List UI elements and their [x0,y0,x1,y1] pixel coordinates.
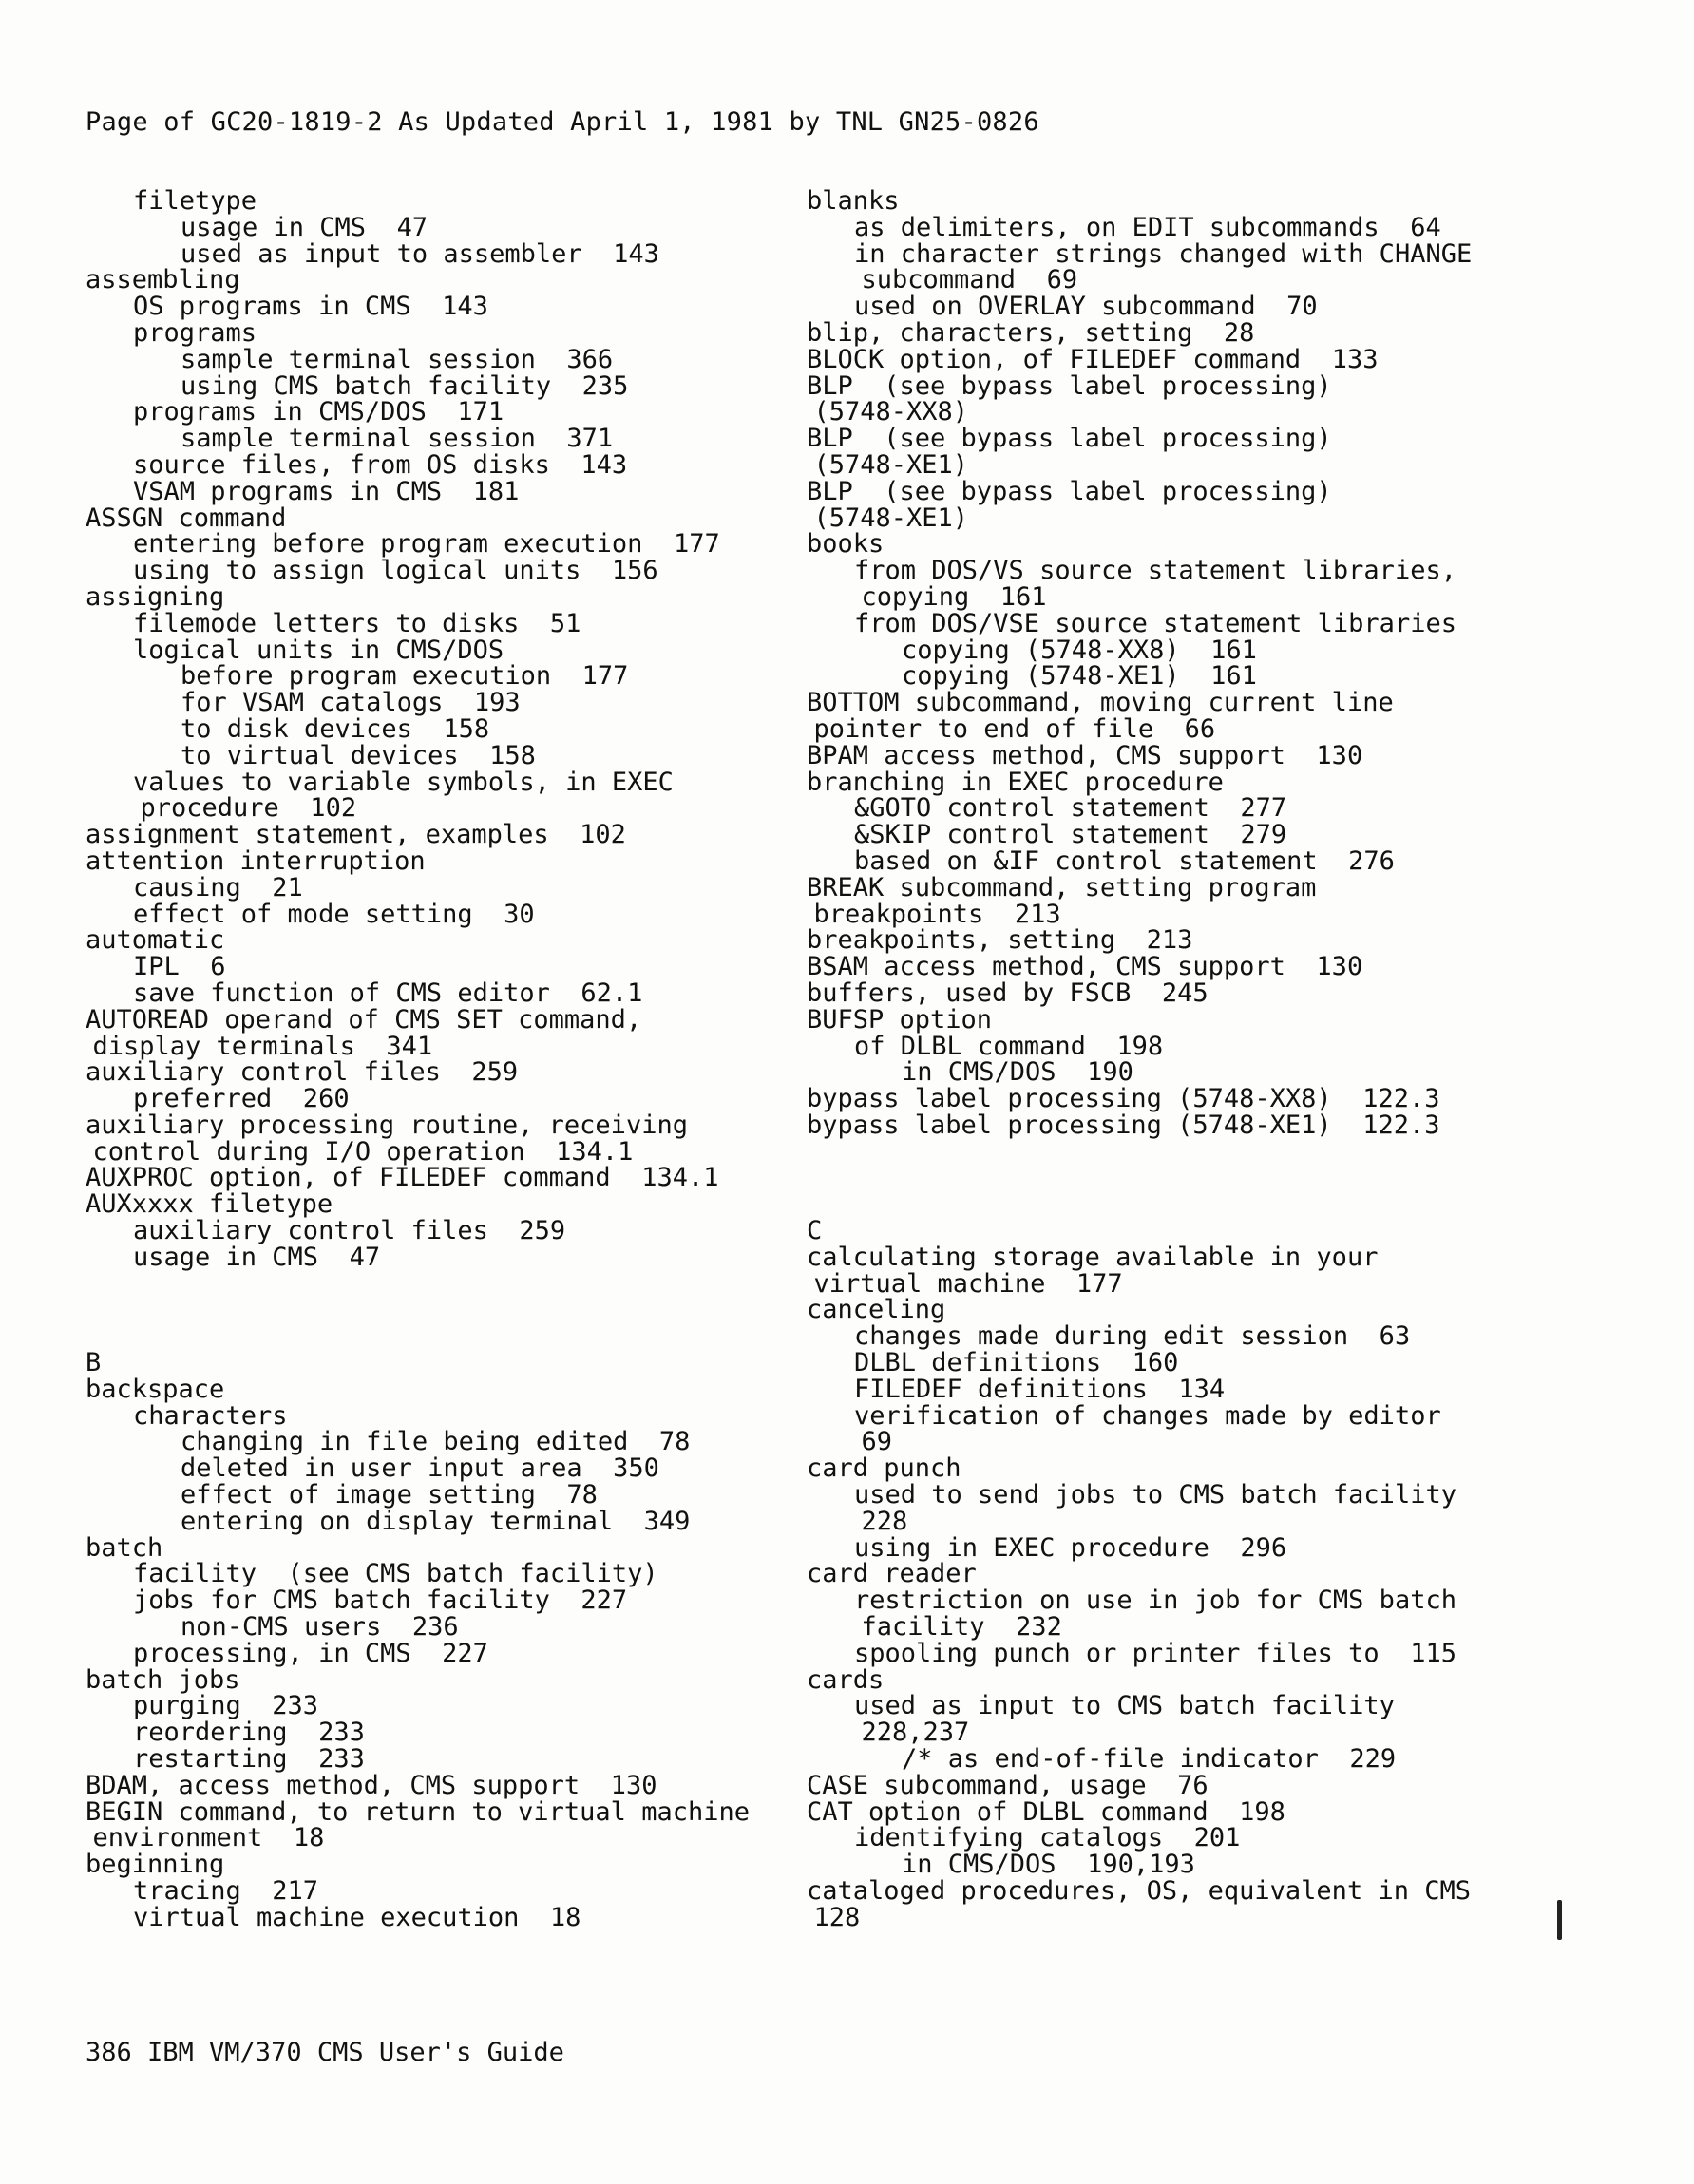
section-letter: C [807,1216,823,1246]
index-entry: CASE subcommand, usage 76 [807,1770,1209,1800]
index-entry: backspace [86,1374,225,1404]
index-subentry: source files, from OS disks 143 [133,449,628,480]
index-entry: BOTTOM subcommand, moving current line [807,688,1394,718]
index-subentry: causing 21 [133,872,303,902]
index-subentry: effect of mode setting 30 [133,899,535,929]
index-subentry: in CMS/DOS 190 [902,1057,1133,1088]
index-subentry: deleted in user input area 350 [181,1453,659,1484]
spacer [807,1139,1586,1166]
index-entry: breakpoints, setting 213 [807,925,1193,956]
index-subentry: &GOTO control statement 277 [854,793,1287,824]
index-entry: AUXxxxx filetype [86,1189,333,1220]
index-subentry: as delimiters, on EDIT subcommands 64 [854,212,1441,242]
index-entry: BDAM, access method, CMS support 130 [86,1770,657,1800]
index-subentry: reordering 233 [133,1718,365,1748]
index-subentry: 228,237 [861,1718,970,1748]
index-subentry: from DOS/VSE source statement libraries [854,608,1456,638]
index-subentry: changes made during edit session 63 [854,1321,1411,1352]
index-subentry: OS programs in CMS 143 [133,292,488,322]
index-subentry: effect of image setting 78 [181,1480,598,1510]
index-entry: control during I/O operation 134.1 [92,1136,634,1167]
index-subentry: 228 [861,1506,908,1536]
index-entry: buffers, used by FSCB 245 [807,978,1209,1008]
index-subentry: programs in CMS/DOS 171 [133,397,504,427]
index-entry: (5748-XE1) [813,449,969,480]
index-subentry: usage in CMS 47 [181,212,428,242]
index-entry: 128 [813,1902,861,1932]
index-subentry: characters [133,1400,288,1431]
index-entry: canceling [807,1295,946,1325]
section-letter: B [86,1348,102,1378]
index-subentry: programs [133,317,257,348]
index-entry: blanks [807,186,900,216]
index-entry: cataloged procedures, OS, equivalent in CMS [807,1876,1471,1906]
index-subentry: usage in CMS 47 [133,1242,381,1272]
index-entry: AUTOREAD operand of CMS SET command, [86,1004,642,1035]
index-subentry: used on OVERLAY subcommand 70 [854,292,1318,322]
index-entry: assignment statement, examples 102 [86,820,626,850]
index-subentry: processing, in CMS 227 [133,1638,488,1668]
index-entry: assigning [86,581,225,612]
revision-bar-mark [1557,1900,1562,1940]
index-subentry: facility (see CMS batch facility) [133,1559,658,1589]
index-subentry: non-CMS users 236 [181,1612,459,1643]
page-header: Page of GC20-1819-2 As Updated April 1, 1981 by TNL GN25-0826 [86,107,1039,137]
index-subentry: restriction on use in job for CMS batch [854,1586,1456,1616]
index-entry: auxiliary processing routine, receiving [86,1110,688,1140]
index-entry: BEGIN command, to return to virtual machine [86,1796,750,1827]
index-entry: assembling [86,265,240,295]
index-entry: ASSGN command [86,503,287,533]
index-subentry: using to assign logical units 156 [133,556,658,586]
index-subentry: &SKIP control statement 279 [854,820,1287,850]
index-subentry: logical units in CMS/DOS [133,635,504,665]
index-subentry: copying (5748-XX8) 161 [902,635,1257,665]
index-subentry: to disk devices 158 [181,713,490,744]
index-subentry: sample terminal session 371 [181,424,614,454]
index-entry: beginning [86,1850,225,1880]
index-subentry: auxiliary control files 259 [133,1216,566,1246]
index-subentry: in CMS/DOS 190,193 [902,1850,1195,1880]
index-subentry: save function of CMS editor 62.1 [133,978,643,1008]
spacer [86,1271,865,1298]
index-entry: batch jobs [86,1664,240,1695]
index-subentry: from DOS/VS source statement libraries, [854,556,1456,586]
index-subentry: tracing 217 [133,1876,319,1906]
index-entry: pointer to end of file 66 [813,713,1216,744]
index-subentry: filemode letters to disks 51 [133,608,581,638]
index-subentry: using in EXEC procedure 296 [854,1532,1287,1563]
index-subentry: VSAM programs in CMS 181 [133,476,520,506]
index-subentry: in character strings changed with CHANGE [854,238,1473,269]
index-subentry: purging 233 [133,1691,319,1721]
index-entry: bypass label processing (5748-XX8) 122.3 [807,1084,1440,1114]
index-subentry: subcommand 69 [861,265,1078,295]
index-entry: BLP (see bypass label processing) [807,370,1332,401]
index-subentry: changing in file being edited 78 [181,1427,691,1457]
index-entry: (5748-XE1) [813,503,969,533]
index-entry: BUFSP option [807,1004,993,1035]
index-entry: BPAM access method, CMS support 130 [807,740,1363,770]
index-entry: BLP (see bypass label processing) [807,424,1332,454]
index-subentry: filetype [133,186,257,216]
index-subentry: values to variable symbols, in EXEC [133,767,674,797]
index-subentry: /* as end-of-file indicator 229 [902,1744,1397,1775]
index-subentry: used as input to assembler 143 [181,238,659,269]
page-footer: 386 IBM VM/370 CMS User's Guide [86,2038,564,2067]
index-entry: auxiliary control files 259 [86,1057,519,1088]
index-entry: automatic [86,925,225,956]
spacer [86,1323,865,1350]
index-entry: BLP (see bypass label processing) [807,476,1332,506]
index-subentry: preferred 260 [133,1084,350,1114]
index-subentry: identifying catalogs 201 [854,1823,1241,1853]
index-entry: virtual machine 177 [813,1268,1123,1299]
index-subentry: IPL 6 [133,952,226,982]
index-column-left [86,188,865,1931]
index-entry: environment 18 [92,1823,325,1853]
index-entry: AUXPROC option, of FILEDEF command 134.1 [86,1163,719,1193]
index-subentry: based on &IF control statement 276 [854,845,1395,876]
index-column-right [807,188,1586,1931]
index-subentry: used as input to CMS batch facility [854,1691,1395,1721]
index-entry: books [807,529,885,560]
spacer [86,1297,865,1323]
index-subentry: copying 161 [861,581,1047,612]
index-subentry: copying (5748-XE1) 161 [902,661,1257,692]
index-entry: BSAM access method, CMS support 130 [807,952,1363,982]
index-entry: display terminals 341 [92,1031,433,1061]
spacer [807,1191,1586,1218]
index-subentry: FILEDEF definitions 134 [854,1374,1226,1404]
index-subentry: using CMS batch facility 235 [181,370,629,401]
index-subentry: procedure 102 [140,793,357,824]
index-entry: card reader [807,1559,977,1589]
index-entry: BREAK subcommand, setting program [807,872,1317,902]
index-subentry: spooling punch or printer files to 115 [854,1638,1456,1668]
index-entry: branching in EXEC procedure [807,767,1224,797]
index-subentry: for VSAM catalogs 193 [181,688,521,718]
index-entry: bypass label processing (5748-XE1) 122.3 [807,1110,1440,1140]
index-entry: breakpoints 213 [813,899,1061,929]
index-subentry: sample terminal session 366 [181,344,614,374]
index-subentry: jobs for CMS batch facility 227 [133,1586,628,1616]
index-entry: calculating storage available in your [807,1242,1379,1272]
index-subentry: before program execution 177 [181,661,629,692]
index-entry: blip, characters, setting 28 [807,317,1255,348]
index-entry: cards [807,1664,885,1695]
index-subentry: 69 [861,1427,893,1457]
spacer [807,1165,1586,1191]
index-subentry: entering on display terminal 349 [181,1506,691,1536]
index-subentry: verification of changes made by editor [854,1400,1441,1431]
index-entry: (5748-XX8) [813,397,969,427]
index-subentry: facility 232 [861,1612,1062,1643]
index-subentry: of DLBL command 198 [854,1031,1164,1061]
index-entry: card punch [807,1453,961,1484]
index-subentry: restarting 233 [133,1744,365,1775]
index-entry: CAT option of DLBL command 198 [807,1796,1285,1827]
index-subentry: DLBL definitions 160 [854,1348,1179,1378]
index-subentry: used to send jobs to CMS batch facility [854,1480,1456,1510]
index-subentry: entering before program execution 177 [133,529,720,560]
index-subentry: to virtual devices 158 [181,740,536,770]
index-entry: attention interruption [86,845,426,876]
index-entry: batch [86,1532,163,1563]
index-entry: BLOCK option, of FILEDEF command 133 [807,344,1379,374]
index-subentry: virtual machine execution 18 [133,1902,581,1932]
